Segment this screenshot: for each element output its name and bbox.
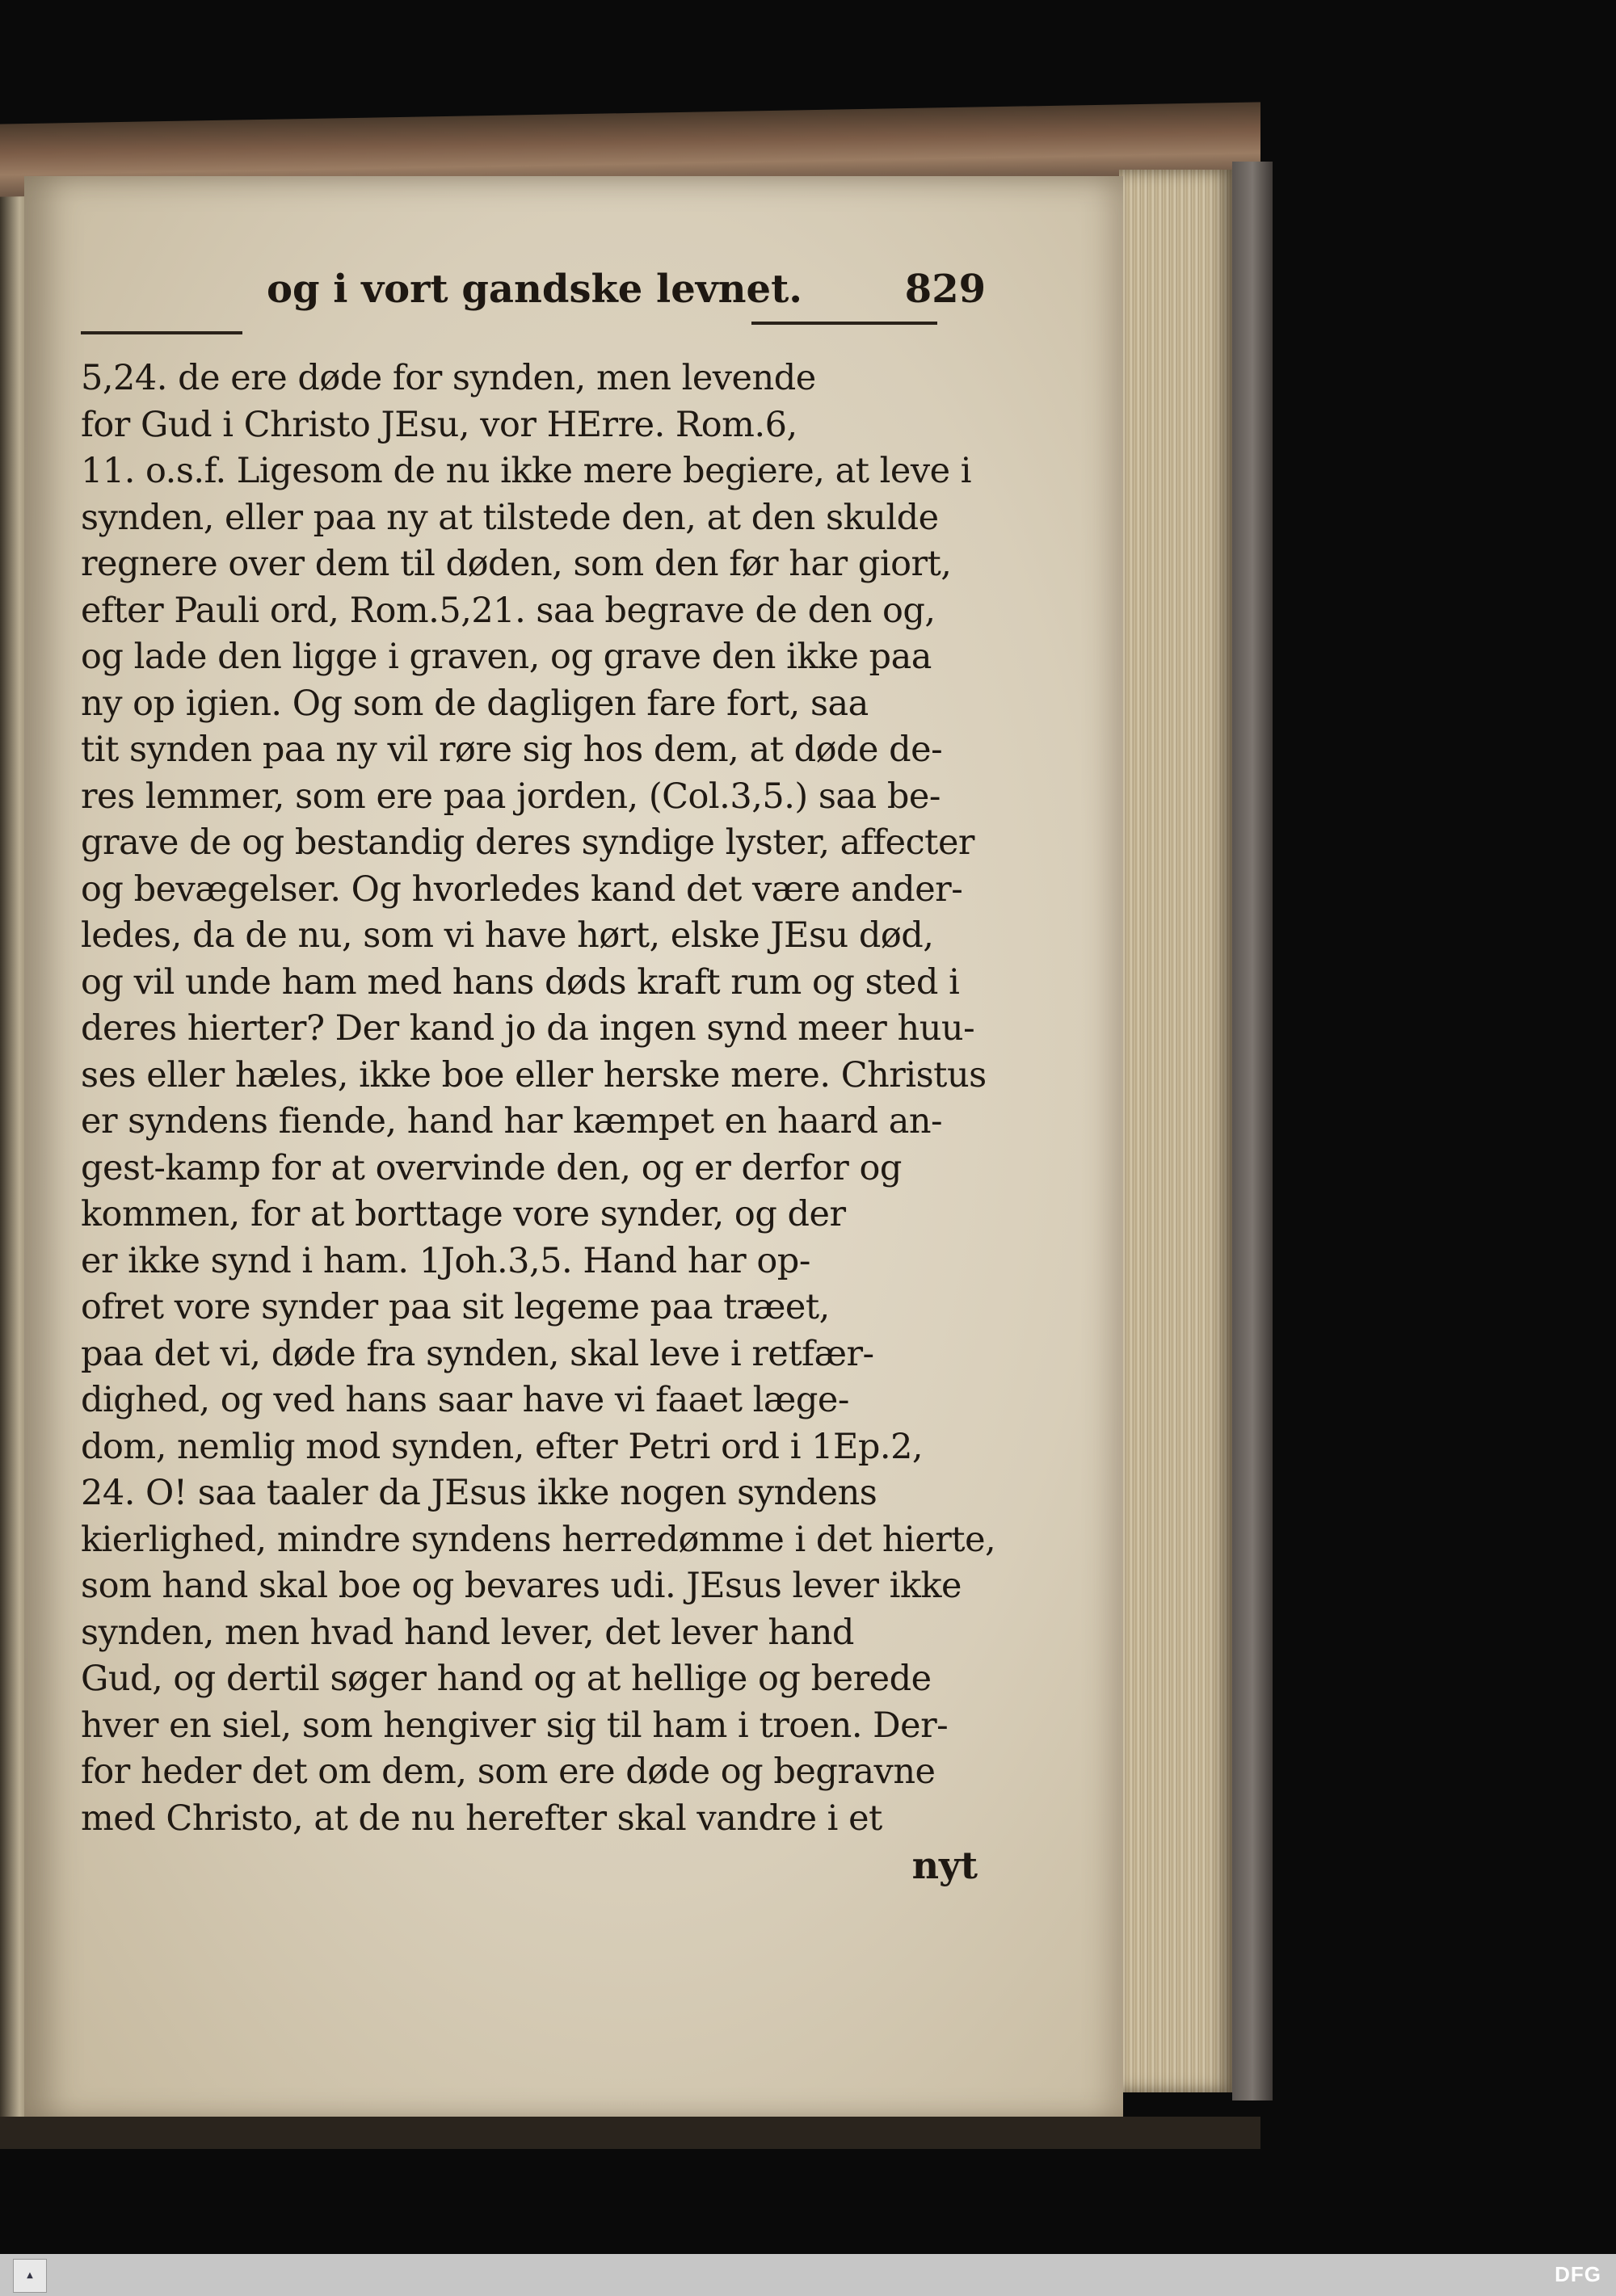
text-line: dom, nemlig mod synden, efter Petri ord i 1Ep.2, [81, 1426, 924, 1467]
text-line: for Gud i Christo JEsu, vor HErre. Rom.6, [81, 404, 797, 445]
page-header [81, 267, 986, 323]
text-line: tit synden paa ny vil røre sig hos dem, at døde de- [81, 730, 943, 770]
page-number: 829 [904, 267, 986, 312]
text-line: ofret vore synder paa sit legeme paa træet, [81, 1287, 830, 1327]
text-line: gest-kamp for at overvinde den, og er derfor og [81, 1147, 902, 1188]
text-line: deres hierter? Der kand jo da ingen synd meer huu- [81, 1008, 975, 1049]
viewer-footer-bar [0, 2254, 1616, 2296]
text-line: Gud, og dertil søger hand og at hellige og berede [81, 1659, 932, 1699]
book-cover-board [1232, 162, 1273, 2100]
text-line: for heder det om dem, som ere døde og begravne [81, 1751, 936, 1792]
text-line: ses eller hæles, ikke boe eller herske mere. Christus [81, 1054, 987, 1095]
text-line: kommen, for at borttage vore synder, og der [81, 1194, 846, 1234]
text-line: synden, eller paa ny at tilstede den, at den skulde [81, 497, 939, 538]
running-head: og i vort gandske levnet. [267, 267, 802, 312]
catchword: nyt [911, 1844, 978, 1887]
text-line: 11. o.s.f. Ligesom de nu ikke mere begiere, at leve i [81, 451, 972, 491]
text-line: er syndens fiende, hand har kæmpet en haard an- [81, 1101, 943, 1142]
text-line: efter Pauli ord, Rom.5,21. saa begrave de den og, [81, 590, 936, 631]
dfg-logo: DFG [1555, 2262, 1601, 2286]
text-line: grave de og bestandig deres syndige lyster, affecter [81, 822, 974, 863]
text-line: paa det vi, døde fra synden, skal leve i retfær- [81, 1333, 874, 1374]
text-line: og lade den ligge i graven, og grave den ikke paa [81, 637, 932, 677]
library-logo-icon: ▲ [13, 2259, 47, 2293]
text-line: kierlighed, mindre syndens herredømme i det hierte, [81, 1519, 996, 1560]
text-line: 5,24. de ere døde for synden, men levende [81, 358, 816, 398]
text-line: dighed, og ved hans saar have vi faaet læge- [81, 1380, 849, 1420]
text-line: ny op igien. Og som de dagligen fare fort, saa [81, 683, 869, 724]
page-content [81, 267, 996, 1887]
text-line: og bevægelser. Og hvorledes kand det være ander- [81, 868, 963, 910]
text-line: regnere over dem til døden, som den før har giort, [81, 544, 952, 584]
body-text [81, 355, 996, 1842]
text-line: res lemmer, som ere paa jorden, (Col.3,5.) saa be- [81, 776, 941, 817]
text-line: hver en siel, som hengiver sig til ham i troen. Der- [81, 1705, 949, 1746]
text-line: som hand skal boe og bevares udi. JEsus lever ikke [81, 1566, 962, 1606]
header-rule-left [81, 331, 242, 334]
text-line: ledes, da de nu, som vi have hørt, elske JEsu død, [81, 915, 934, 956]
text-line: er ikke synd i ham. 1Joh.3,5. Hand har op- [81, 1240, 810, 1281]
text-line: 24. O! saa taaler da JEsus ikke nogen syndens [81, 1473, 877, 1513]
text-line: og vil unde ham med hans døds kraft rum og sted i [81, 961, 960, 1003]
text-line: synden, men hvad hand lever, det lever hand [81, 1612, 854, 1653]
book-bottom-shadow [0, 2117, 1260, 2149]
header-rule-right [751, 322, 937, 325]
text-line: med Christo, at de nu herefter skal vandre i et [81, 1798, 882, 1839]
book-fore-edge [1119, 170, 1232, 2092]
